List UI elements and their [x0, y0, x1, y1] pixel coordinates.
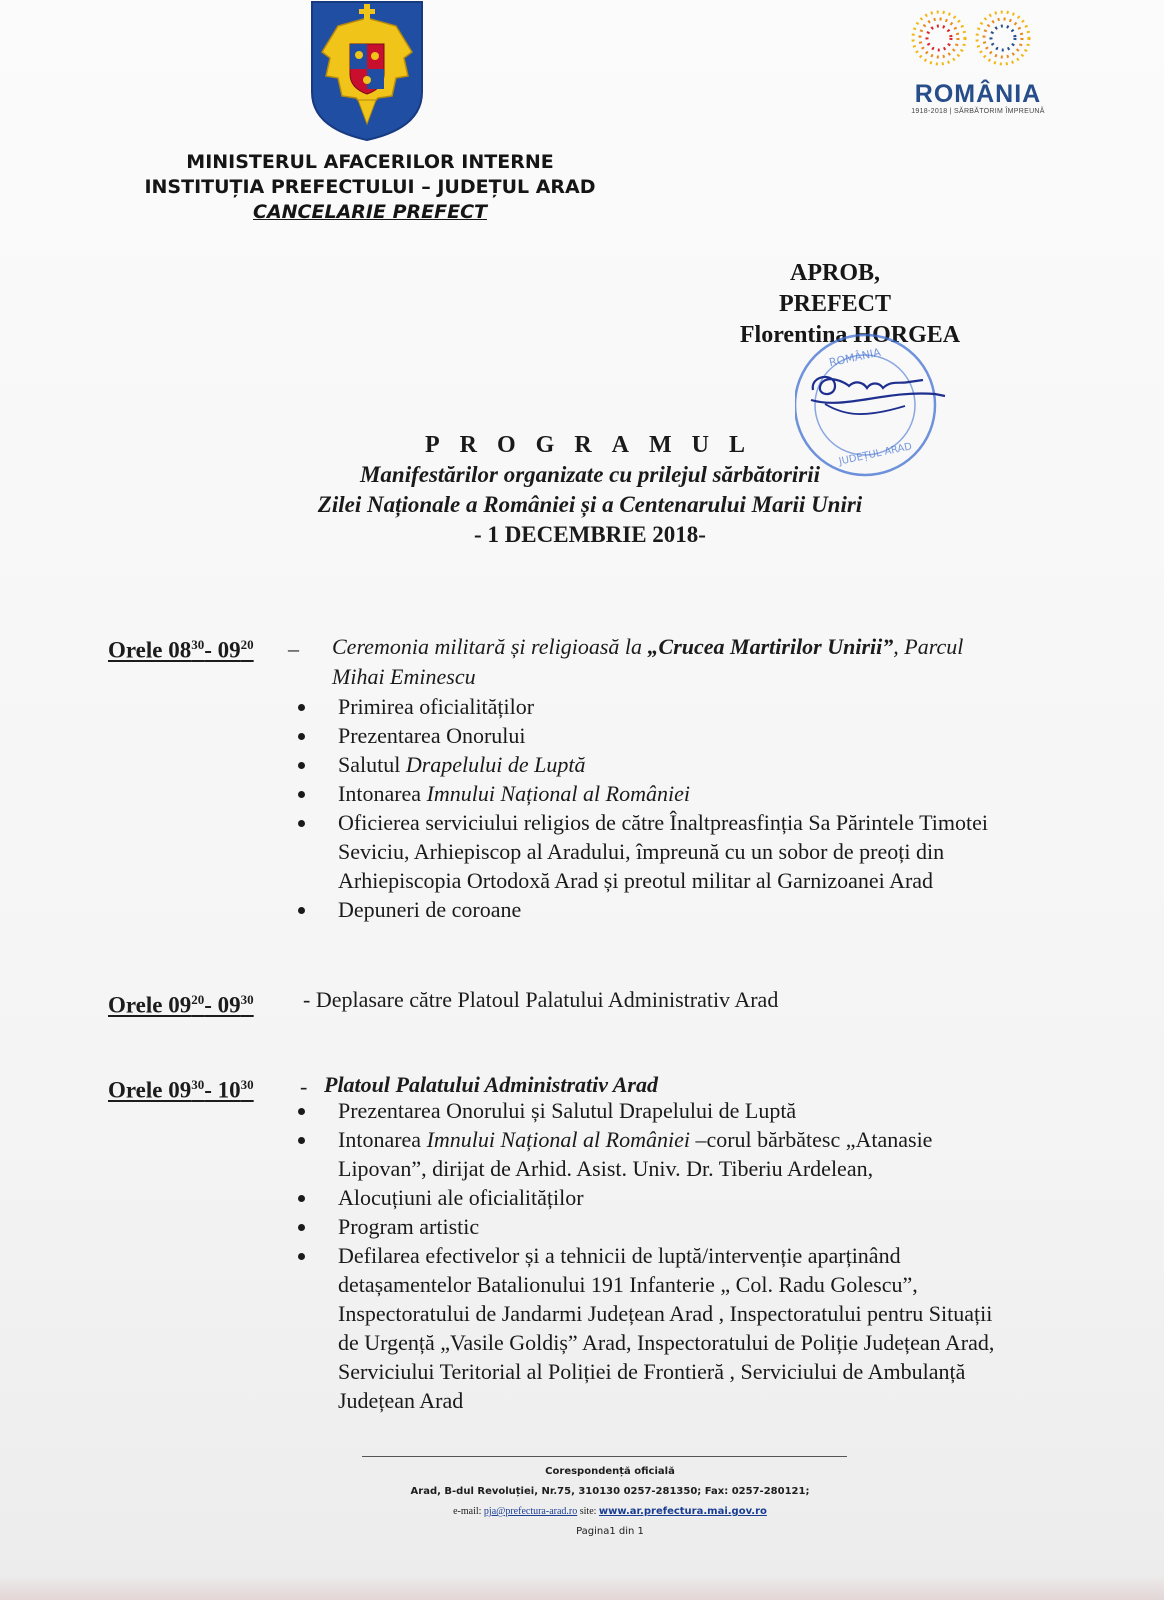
department-name: CANCELARIE PREFECT — [253, 201, 487, 223]
footer-heading: Corespondență oficială — [545, 1466, 675, 1477]
list-item-cont: Serviciului Teritorial al Poliției de Frontieră , Serviciului de Ambulanță — [338, 1359, 966, 1384]
event-description: Platoul Palatului Administrativ Arad — [324, 1072, 658, 1097]
institution-header — [110, 150, 630, 225]
logo-tagline: 1918-2018 | SĂRBĂTORIM ÎMPREUNĂ — [911, 108, 1045, 115]
ministry-name: MINISTERUL AFACERILOR INTERNE — [186, 151, 554, 173]
coat-of-arms-icon — [308, 0, 426, 142]
list-item: Prezentarea Onorului — [298, 721, 988, 750]
list-item: Depuneri de coroane — [298, 895, 988, 924]
approval-role: PREFECT — [778, 291, 891, 317]
list-item: Defilarea efectivelor și a tehnicii de luptă/intervenție aparținând — [298, 1241, 994, 1270]
time-slot: Orele $09^{30}-$ $10^{30}$ — [108, 1077, 254, 1103]
institution-name: INSTITUȚIA PREFECTULUI – JUDEȚUL ARAD — [144, 176, 596, 198]
list-item: Oficierea serviciului religios de către Înaltpreasfinția Sa Părintele Timotei — [298, 808, 988, 837]
approver-name: Florentina HORGEA — [739, 322, 961, 348]
list-item-cont: Lipovan”, dirijat de Arhid. Asist. Univ. Dr. Tiberiu Ardelean, — [338, 1156, 874, 1181]
list-item-cont: Seviciu, Arhiepiscop al Aradului, împreună cu un sobor de preoți din — [338, 839, 945, 864]
page-number: Pagina1 din 1 — [576, 1526, 644, 1537]
list-item: Alocuțiuni ale oficialităților — [298, 1183, 994, 1212]
logo-word: ROMÂNIA — [914, 80, 1042, 108]
document-subtitle-2: Zilei Naționale a României și a Centenarului Marii Uniri — [317, 492, 863, 517]
email-link[interactable]: pja@prefectura-arad.ro — [483, 1506, 578, 1517]
svg-text:ROMÂNIA: ROMÂNIA — [827, 345, 882, 370]
document-title-block — [200, 430, 980, 550]
approval-line: APROB, — [790, 260, 880, 286]
footer-address: Arad, B-dul Revoluției, Nr.75, 310130 0257-281350; Fax: 0257-280121; — [410, 1486, 810, 1497]
list-item: Prezentarea Onorului și Salutul Drapelului de Luptă — [298, 1096, 994, 1125]
footer-contact: e-mail: pja@prefectura-arad.ro site: www.ar.prefectura.mai.gov.ro — [453, 1506, 767, 1517]
time-slot: Orele $08^{30}-$ $09^{20}$ — [108, 637, 254, 663]
document-subtitle-1: Manifestărilor organizate cu prilejul sărbătoririi — [359, 462, 821, 487]
site-link[interactable]: www.ar.prefectura.mai.gov.ro — [598, 1506, 767, 1517]
document-title: PROGRAMUL — [425, 432, 765, 458]
document-date: - 1 DECEMBRIE 2018- — [474, 522, 706, 547]
event-description-cont: Mihai Eminescu — [332, 664, 476, 689]
event-item-list — [298, 1096, 994, 1415]
separator: – — [288, 636, 299, 661]
schedule-section-3 — [108, 1070, 1098, 1440]
page-edge — [0, 1574, 1164, 1600]
list-item-cont: Inspectoratului de Jandarmi Județean Arad , Inspectoratului pentru Situații — [338, 1301, 993, 1326]
list-item-cont: Județean Arad — [338, 1388, 464, 1413]
signature-icon — [805, 360, 1005, 430]
event-item-list — [298, 692, 988, 924]
list-item-cont: de Urgență „Vasile Goldiș” Arad, Inspectoratului de Poliție Județean Arad, — [338, 1330, 995, 1355]
footer — [300, 1462, 920, 1542]
list-item: Program artistic — [298, 1212, 994, 1241]
event-description: - Deplasare către Platoul Palatului Administrativ Arad — [303, 987, 779, 1012]
centenary-logo — [893, 0, 1063, 122]
event-description: Ceremonia militară și religioasă la „Crucea Martirilor Unirii”, Parcul — [332, 634, 964, 659]
list-item: Primirea oficialităților — [298, 692, 988, 721]
footer-divider — [362, 1456, 847, 1457]
separator: - — [300, 1074, 308, 1099]
list-item-cont: detașamentelor Batalionului 191 Infanterie „ Col. Radu Golescu”, — [338, 1272, 918, 1297]
list-item-cont: Arhiepiscopia Ortodoxă Arad și preotul militar al Garnizoanei Arad — [338, 868, 934, 893]
time-slot: Orele $09^{20}-$ $09^{30}$ — [108, 992, 254, 1018]
list-item: Intonarea Imnului Național al României –corul bărbătesc „Atanasie — [298, 1125, 994, 1154]
schedule-section-1 — [108, 630, 1098, 930]
list-item: Salutul Drapelului de Luptă — [298, 750, 988, 779]
centenary-100-icon — [893, 0, 1063, 80]
schedule-section-2 — [108, 985, 1098, 1025]
list-item: Intonarea Imnului Național al României — [298, 779, 988, 808]
svg-text:JUDEȚUL ARAD: JUDEȚUL ARAD — [837, 441, 914, 468]
